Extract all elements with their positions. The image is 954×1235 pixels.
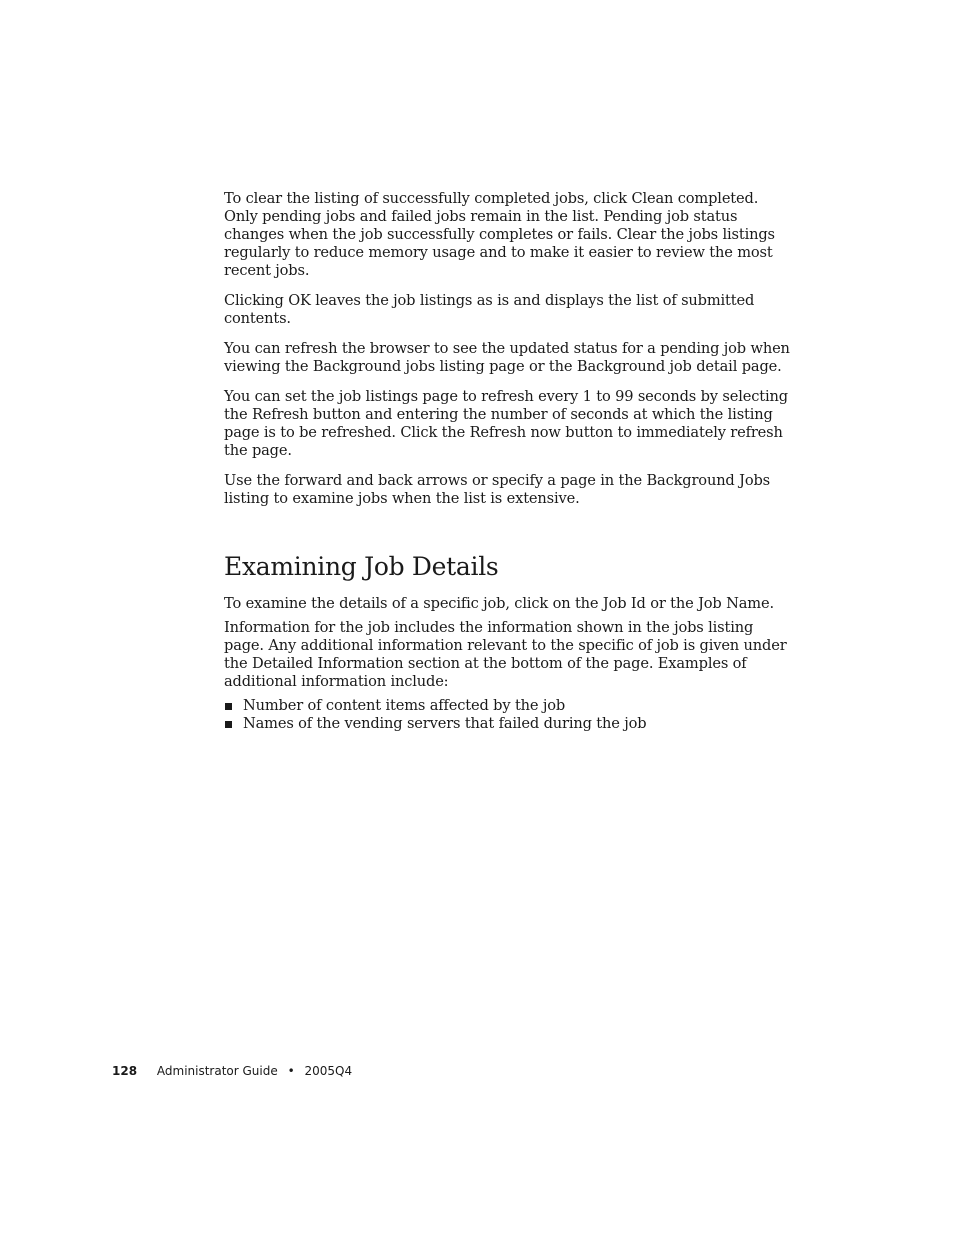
page-footer xyxy=(112,1063,352,1079)
paragraph-clean-completed: To clear the listing of successfully completed jobs, click Clean completed. Only pending jobs and failed jobs remain in the list. Pending job status changes when the job successfully completes or fails. Clear the jobs listings regularly to reduce memory usage and to make it easier to review the most recent jobs. xyxy=(224,190,775,279)
paragraph-examine-details: To examine the details of a specific job, click on the Job Id or the Job Name. xyxy=(224,595,774,612)
paragraph-ok: Clicking OK leaves the job listings as is and displays the list of submitted contents. xyxy=(224,292,755,327)
list-item-text: Names of the vending servers that failed during the job xyxy=(243,715,647,732)
list-item-text: Number of content items affected by the job xyxy=(243,697,566,714)
square-bullet-icon xyxy=(225,703,232,710)
page-body xyxy=(224,190,794,733)
footer-separator: • xyxy=(287,1064,295,1078)
list-item xyxy=(224,715,794,733)
paragraph-navigation: Use the forward and back arrows or specify a page in the Background Jobs listing to examine jobs when the list is extensive. xyxy=(224,472,770,507)
square-bullet-icon xyxy=(225,721,232,728)
book-title: Administrator Guide xyxy=(156,1064,278,1078)
section-heading: Examining Job Details xyxy=(224,552,499,581)
release-label: 2005Q4 xyxy=(304,1064,353,1078)
list-item xyxy=(224,697,794,715)
paragraph-refresh-browser: You can refresh the browser to see the updated status for a pending job when viewing the Background jobs listing page or the Background job detail page. xyxy=(224,340,790,375)
page-number: 128 xyxy=(112,1064,138,1078)
bullet-list xyxy=(224,697,794,733)
paragraph-additional-info: Information for the job includes the information shown in the jobs listing page. Any additional information relevant to the specific of job is given under the Detailed Information section at the bottom of the page. Examples of additional information include: xyxy=(224,619,787,690)
paragraph-refresh-interval: You can set the job listings page to refresh every 1 to 99 seconds by selecting the Refresh button and entering the number of seconds at which the listing page is to be refreshed. Click the Refresh now button to immediately refresh the page. xyxy=(224,388,788,459)
